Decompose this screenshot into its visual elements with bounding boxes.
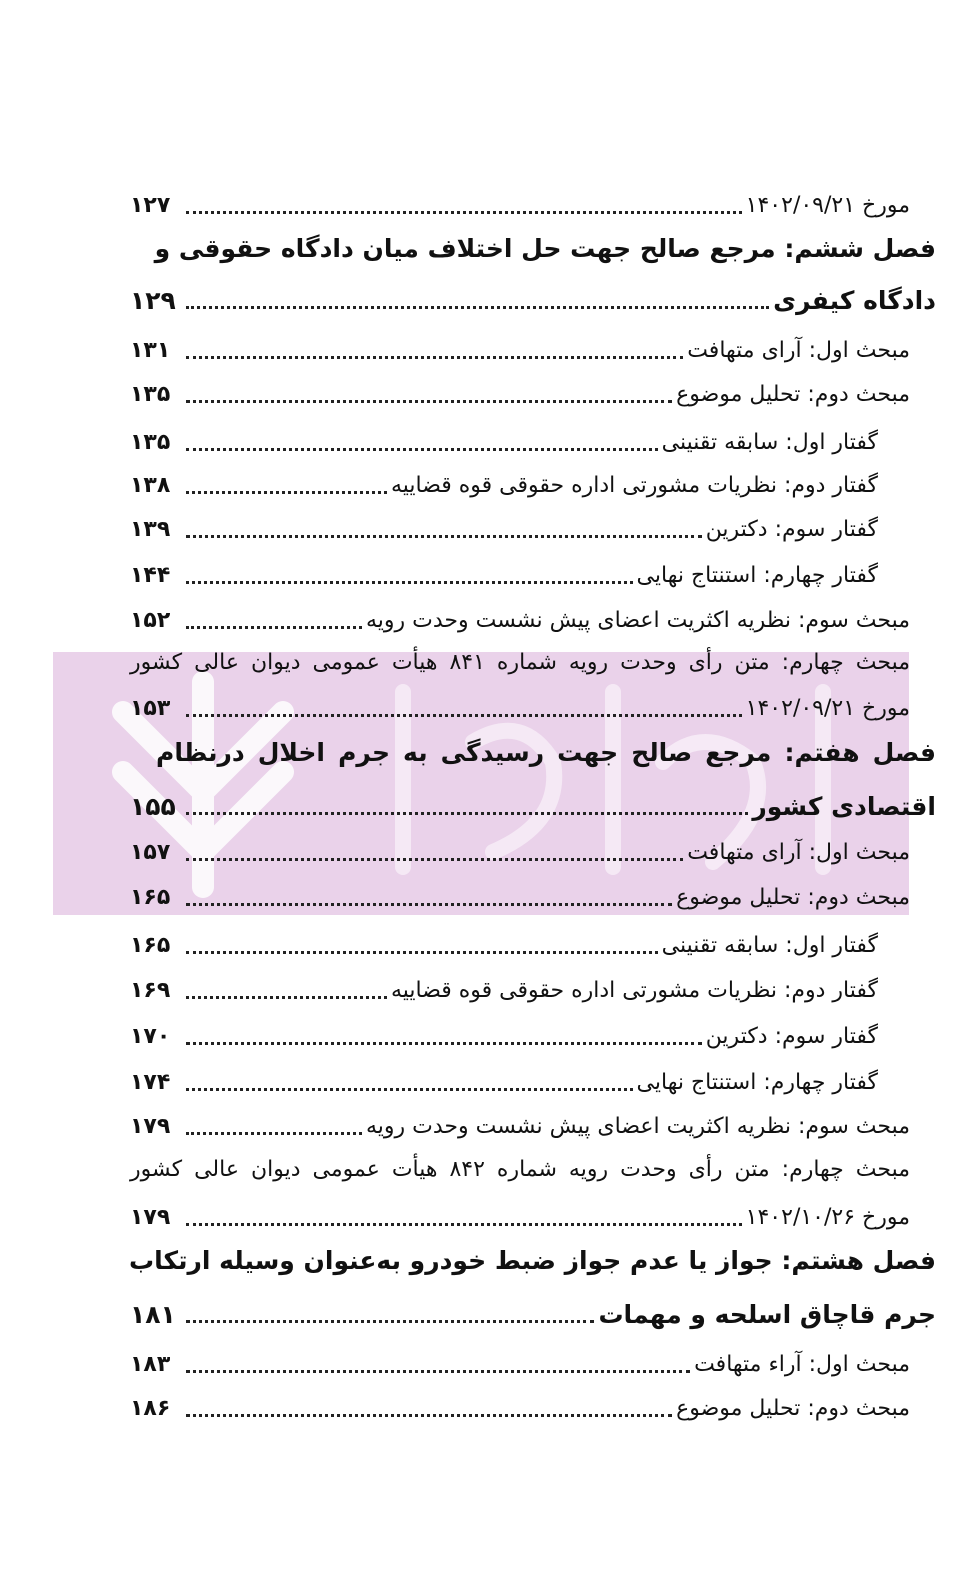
page-number: ۱۳۹ xyxy=(130,517,171,542)
toc-entry-title: مبحث چهارم: متن رأی وحدت رویه شماره ۸۴۲ هیأت عمومی دیوان عالی کشور xyxy=(130,1157,911,1182)
dot-leader xyxy=(186,400,672,403)
page-number: ۱۸۳ xyxy=(130,1352,171,1377)
chapter-title: جرم قاچاق اسلحه و مهمات xyxy=(598,1300,936,1329)
toc-entry[interactable] xyxy=(130,684,910,728)
page-number: ۱۷۹ xyxy=(130,1205,171,1230)
dot-leader xyxy=(186,1414,672,1417)
chapter-entry[interactable] xyxy=(130,276,936,320)
page-number: ۱۸۱ xyxy=(130,1300,176,1329)
page-number: ۱۲۹ xyxy=(130,286,176,315)
chapter-title: اقتصادی کشور xyxy=(752,792,936,821)
toc-entry-title: مبحث اول: آراء متهافت xyxy=(694,1352,910,1377)
dot-leader xyxy=(186,996,387,999)
chapter-entry[interactable] xyxy=(130,1290,936,1334)
toc-entry-title: مبحث سوم: نظریه اکثریت اعضای پیش نشست وحدت رویه xyxy=(366,1114,910,1139)
toc-entry-title: مبحث دوم: تحلیل موضوع xyxy=(676,382,910,407)
page-number: ۱۳۱ xyxy=(130,338,171,363)
page-number: ۱۲۷ xyxy=(130,193,171,218)
page-number: ۱۶۵ xyxy=(130,933,171,958)
toc-entry[interactable] xyxy=(130,1384,910,1428)
page-number: ۱۷۹ xyxy=(130,1114,171,1139)
chapter-entry[interactable] xyxy=(130,782,936,826)
dot-leader xyxy=(186,1223,742,1226)
toc-entry[interactable] xyxy=(130,1012,878,1056)
dot-leader xyxy=(186,951,658,954)
chapter-heading: فصل ششم: مرجع صالح جهت حل اختلاف میان دادگاه حقوقی و xyxy=(154,234,936,263)
toc-entry-title: مبحث سوم: نظریه اکثریت اعضای پیش نشست وحدت رویه xyxy=(366,608,910,633)
toc-entry-title: گفتار اول: سابقه تقنینی xyxy=(661,933,878,958)
toc-entry-title: گفتار سوم: دکترین xyxy=(705,517,878,542)
toc-entry-title: مورخ ۱۴۰۲/۱۰/۲۶ xyxy=(745,1205,910,1230)
toc-entry[interactable] xyxy=(130,1102,910,1146)
page-number: ۱۴۴ xyxy=(130,563,171,588)
chapter-heading: فصل هشتم: جواز یا عدم جواز ضبط خودرو به‌عنوان وسیله ارتکاب xyxy=(129,1246,936,1275)
toc-entry-title: گفتار سوم: دکترین xyxy=(705,1024,878,1049)
dot-leader xyxy=(186,1320,594,1323)
dot-leader xyxy=(186,1132,362,1135)
page-number: ۱۳۵ xyxy=(130,430,171,455)
toc-entry[interactable] xyxy=(130,596,910,640)
dot-leader xyxy=(186,448,658,451)
page-number: ۱۶۵ xyxy=(130,885,171,910)
toc-entry-title: گفتار اول: سابقه تقنینی xyxy=(661,430,878,455)
toc-entry[interactable] xyxy=(130,418,878,462)
chapter-heading: فصل هفتم: مرجع صالح جهت رسیدگی به جرم اخلال درنظام xyxy=(156,738,936,767)
toc-entry-title: مبحث دوم: تحلیل موضوع xyxy=(676,1396,910,1421)
toc-entry[interactable] xyxy=(130,461,878,505)
toc-entry[interactable] xyxy=(130,370,910,414)
toc-entry[interactable] xyxy=(130,966,878,1010)
toc-entry[interactable] xyxy=(130,873,910,917)
dot-leader xyxy=(186,1088,633,1091)
toc-entry-title: مورخ ۱۴۰۲/۰۹/۲۱ xyxy=(745,193,910,218)
dot-leader xyxy=(186,581,633,584)
page-number: ۱۵۷ xyxy=(130,840,171,865)
dot-leader xyxy=(186,491,387,494)
toc-entry[interactable] xyxy=(130,828,910,872)
toc-entry[interactable] xyxy=(130,921,878,965)
page-number: ۱۵۲ xyxy=(130,608,171,633)
toc-entry[interactable] xyxy=(130,505,878,549)
toc-entry-title: مورخ ۱۴۰۲/۰۹/۲۱ xyxy=(745,696,910,721)
dot-leader xyxy=(186,858,683,861)
toc-entry-title: مبحث دوم: تحلیل موضوع xyxy=(676,885,910,910)
toc-entry[interactable] xyxy=(130,551,878,595)
toc-entry-title: مبحث اول: آرای متهافت xyxy=(687,840,910,865)
dot-leader xyxy=(186,1042,702,1045)
toc-entry-title: مبحث چهارم: متن رأی وحدت رویه شماره ۸۴۱ هیأت عمومی دیوان عالی کشور xyxy=(130,650,911,675)
page-number: ۱۳۵ xyxy=(130,382,171,407)
page-number: ۱۸۶ xyxy=(130,1396,171,1421)
toc-entry-title: گفتار چهارم: استنتاج نهایی xyxy=(636,1070,878,1095)
page-number: ۱۶۹ xyxy=(130,978,171,1003)
page-number: ۱۷۰ xyxy=(130,1024,171,1049)
dot-leader xyxy=(186,626,362,629)
dot-leader xyxy=(186,211,742,214)
chapter-title: دادگاه کیفری xyxy=(773,286,936,315)
toc-entry-title: گفتار دوم: نظریات مشورتی اداره حقوقی قوه قضاییه xyxy=(390,473,878,498)
page-number: ۱۳۸ xyxy=(130,473,171,498)
dot-leader xyxy=(186,714,742,717)
toc-entry[interactable] xyxy=(130,1193,910,1237)
toc-entry-title: گفتار دوم: نظریات مشورتی اداره حقوقی قوه قضاییه xyxy=(390,978,878,1003)
page-number: ۱۵۳ xyxy=(130,696,171,721)
dot-leader xyxy=(186,535,702,538)
toc-entry[interactable] xyxy=(130,1340,910,1384)
dot-leader xyxy=(186,812,748,815)
dot-leader xyxy=(186,306,769,309)
toc-entry[interactable] xyxy=(130,1058,878,1102)
dot-leader xyxy=(186,1370,690,1373)
toc-entry-title: مبحث اول: آرای متهافت xyxy=(687,338,910,363)
dot-leader xyxy=(186,356,683,359)
toc-entry[interactable] xyxy=(130,326,910,370)
dot-leader xyxy=(186,903,672,906)
page-number: ۱۵۵ xyxy=(130,792,176,821)
toc-entry-title: گفتار چهارم: استنتاج نهایی xyxy=(636,563,878,588)
toc-entry[interactable] xyxy=(130,181,910,225)
page-number: ۱۷۴ xyxy=(130,1070,171,1095)
